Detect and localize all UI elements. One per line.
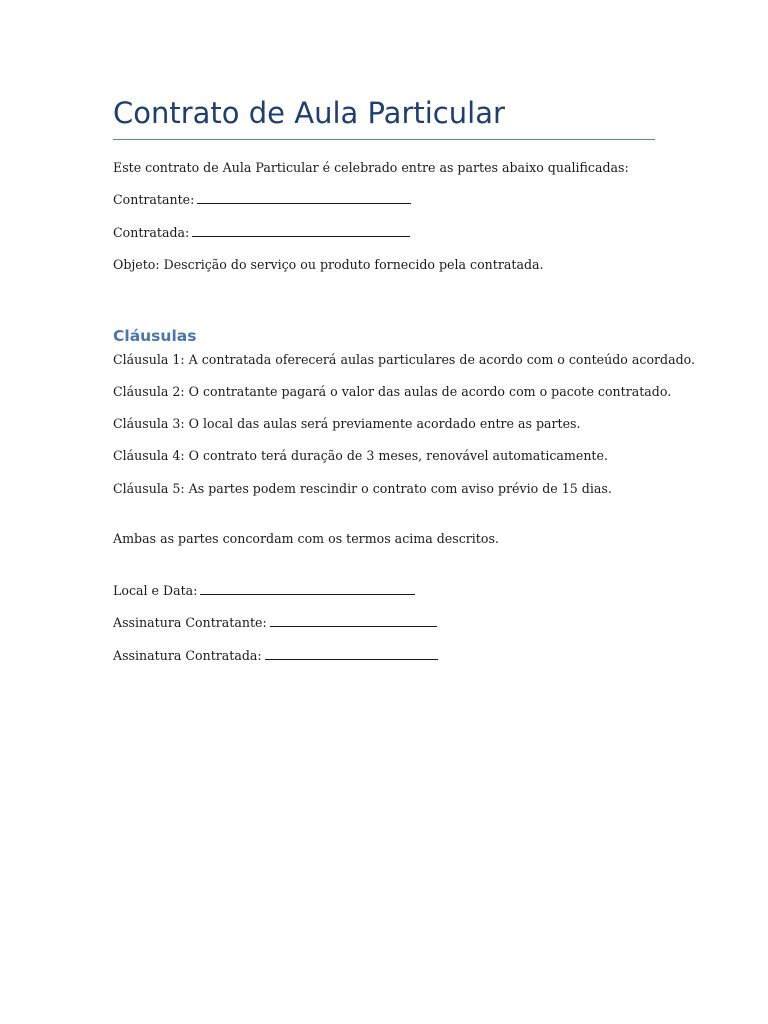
local-data-field — [113, 582, 415, 600]
clausula-2: Cláusula 2: O contratante pagará o valor das aulas de acordo com o pacote contratado. — [113, 384, 672, 399]
intro-paragraph: Este contrato de Aula Particular é celebrado entre as partes abaixo qualificadas: — [113, 160, 629, 175]
title-underline — [113, 139, 655, 140]
local-data-label: Local e Data: — [113, 583, 198, 598]
assinatura-contratada-field — [113, 647, 438, 665]
assinatura-contratada-label: Assinatura Contratada: — [113, 648, 262, 663]
clausula-5: Cláusula 5: As partes podem rescindir o contrato com aviso prévio de 15 dias. — [113, 481, 612, 496]
objeto-paragraph: Objeto: Descrição do serviço ou produto fornecido pela contratada. — [113, 257, 544, 272]
assinatura-contratada-blank-line — [265, 649, 438, 660]
document-title: Contrato de Aula Particular — [113, 96, 505, 130]
assinatura-contratante-label: Assinatura Contratante: — [113, 615, 267, 630]
assinatura-contratante-blank-line — [270, 616, 437, 627]
contratada-blank-line — [192, 226, 410, 237]
contratante-field — [113, 191, 411, 209]
assinatura-contratante-field — [113, 614, 437, 632]
clausula-3: Cláusula 3: O local das aulas será previamente acordado entre as partes. — [113, 416, 581, 431]
clausula-4: Cláusula 4: O contrato terá duração de 3 meses, renovável automaticamente. — [113, 448, 608, 463]
contratada-field — [113, 224, 410, 242]
agreement-paragraph: Ambas as partes concordam com os termos acima descritos. — [113, 531, 499, 546]
contratante-blank-line — [197, 193, 411, 204]
contratante-label: Contratante: — [113, 192, 195, 207]
local-data-blank-line — [200, 584, 415, 595]
contratada-label: Contratada: — [113, 225, 190, 240]
clausula-1: Cláusula 1: A contratada oferecerá aulas particulares de acordo com o conteúdo acordado. — [113, 352, 696, 367]
clausulas-heading: Cláusulas — [113, 327, 197, 345]
